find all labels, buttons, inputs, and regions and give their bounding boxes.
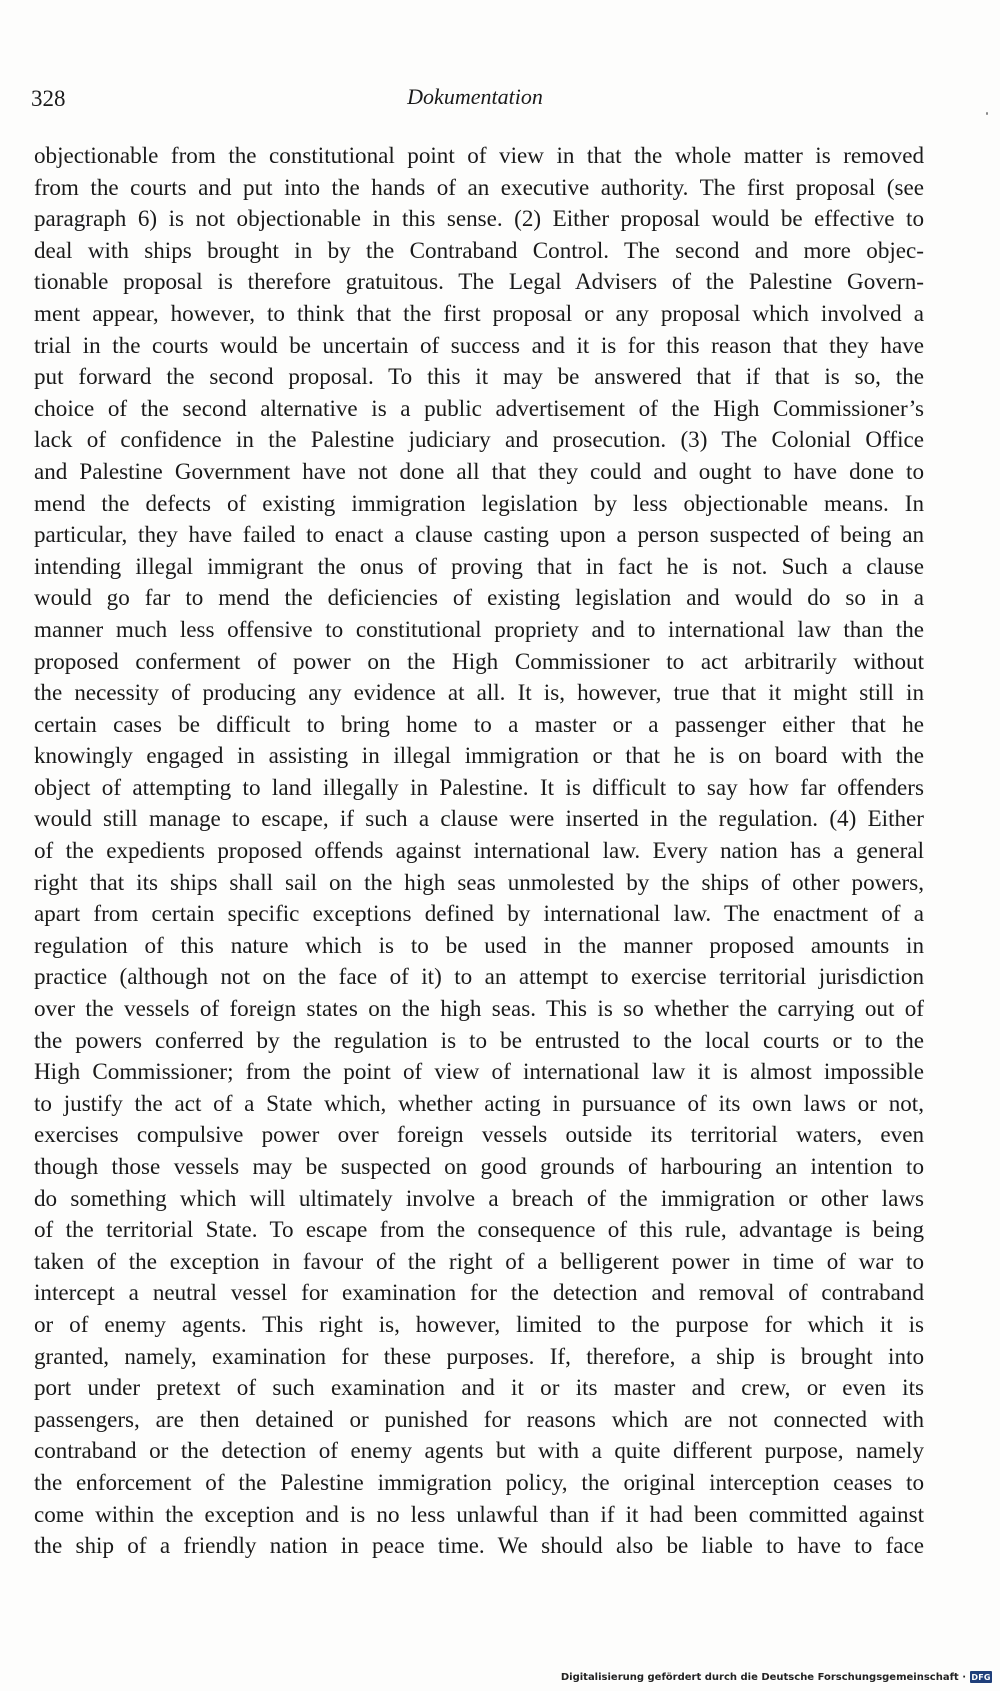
text-line: port under pretext of such examination and it or its master and crew, or even its: [34, 1374, 924, 1401]
text-line: regulation of this nature which is to be used in the manner proposed amounts in: [34, 931, 924, 958]
text-line: manner much less offensive to constitutional propriety and to international law than the: [34, 615, 924, 642]
text-line: contraband or the detection of enemy agents but with a quite different purpose, namely: [34, 1437, 924, 1464]
text-line: trial in the courts would be uncertain of success and it is for this reason that they have: [34, 331, 924, 358]
text-line: granted, namely, examination for these purposes. If, therefore, a ship is brought into: [34, 1342, 924, 1369]
text-line: to justify the act of a State which, whether acting in pursuance of its own laws or not,: [34, 1089, 924, 1116]
text-line: passengers, are then detained or punished for reasons which are not connected with: [34, 1405, 924, 1432]
text-line: apart from certain specific exceptions defined by international law. The enactment of a: [34, 900, 924, 927]
text-line: choice of the second alternative is a public advertisement of the High Commissioner’s: [34, 394, 924, 421]
text-line: intercept a neutral vessel for examination for the detection and removal of contraband: [34, 1279, 924, 1306]
text-line: practice (although not on the face of it) to an attempt to exercise territorial jurisdiction: [34, 963, 924, 990]
text-line: and Palestine Government have not done all that they could and ought to have done to: [34, 457, 924, 484]
text-line: deal with ships brought in by the Contraband Control. The second and more objec-: [34, 236, 924, 263]
text-line: exercises compulsive power over foreign vessels outside its territorial waters, even: [34, 1121, 924, 1148]
text-line: lack of confidence in the Palestine judiciary and prosecution. (3) The Colonial Office: [34, 426, 924, 453]
text-line: objectionable from the constitutional point of view in that the whole matter is removed: [34, 142, 924, 168]
text-line: come within the exception and is no less unlawful than if it had been committed against: [34, 1500, 924, 1527]
text-line: the enforcement of the Palestine immigration policy, the original interception ceases to: [34, 1468, 924, 1495]
text-line: would go far to mend the deficiencies of existing legislation and would do so in a: [34, 584, 924, 611]
text-line: put forward the second proposal. To this it may be answered that if that is so, the: [34, 363, 924, 390]
text-line: would still manage to escape, if such a clause were inserted in the regulation. (4) Either: [34, 805, 924, 832]
dfg-logo: DFG: [971, 1672, 991, 1682]
text-line: object of attempting to land illegally in Palestine. It is difficult to say how far offenders: [34, 773, 924, 800]
text-line: of the territorial State. To escape from the consequence of this rule, advantage is being: [34, 1216, 924, 1243]
text-line: the powers conferred by the regulation is to be entrusted to the local courts or to the: [34, 1026, 924, 1053]
page-number: 328: [31, 86, 66, 111]
text-line: right that its ships shall sail on the high seas unmolested by the ships of other powers,: [34, 868, 924, 895]
body-text: [34, 140, 924, 1562]
text-line: the necessity of producing any evidence at all. It is, however, true that it might still in: [34, 679, 924, 706]
text-line: paragraph 6) is not objectionable in this sense. (2) Either proposal would be effective to: [34, 205, 924, 232]
text-line: taken of the exception in favour of the right of a belligerent power in time of war to: [34, 1247, 924, 1274]
text-line: tionable proposal is therefore gratuitous. The Legal Advisers of the Palestine Govern-: [34, 268, 924, 295]
scan-speck: [986, 112, 988, 115]
text-line: from the courts and put into the hands of an executive authority. The first proposal (see: [34, 173, 924, 200]
text-line: the ship of a friendly nation in peace time. We should also be liable to have to face: [34, 1532, 924, 1559]
text-line: over the vessels of foreign states on the high seas. This is so whether the carrying out of: [34, 995, 924, 1022]
text-line: or of enemy agents. This right is, however, limited to the purpose for which it is: [34, 1310, 924, 1337]
text-line: ment appear, however, to think that the first proposal or any proposal which involved a: [34, 299, 924, 326]
text-line: proposed conferment of power on the High Commissioner to act arbitrarily without: [34, 647, 924, 674]
text-line: of the expedients proposed offends against international law. Every nation has a general: [34, 837, 924, 864]
text-line: certain cases be difficult to bring home to a master or a passenger either that he: [34, 710, 924, 737]
text-line: intending illegal immigrant the onus of proving that in fact he is not. Such a clause: [34, 552, 924, 579]
text-line: knowingly engaged in assisting in illegal immigration or that he is on board with the: [34, 742, 924, 769]
digitization-credit: [561, 1671, 992, 1683]
text-line: mend the defects of existing immigration legislation by less objectionable means. In: [34, 489, 924, 516]
text-line: particular, they have failed to enact a clause casting upon a person suspected of being an: [34, 521, 924, 548]
credit-text: Digitalisierung gefördert durch die Deutsche Forschungsgemeinschaft ·: [560, 1671, 966, 1683]
text-line: though those vessels may be suspected on good grounds of harbouring an intention to: [34, 1153, 924, 1179]
running-title: Dokumentation: [407, 84, 543, 109]
text-line: High Commissioner; from the point of view of international law it is almost impossible: [34, 1058, 924, 1085]
text-line: do something which will ultimately involve a breach of the immigration or other laws: [34, 1184, 924, 1211]
